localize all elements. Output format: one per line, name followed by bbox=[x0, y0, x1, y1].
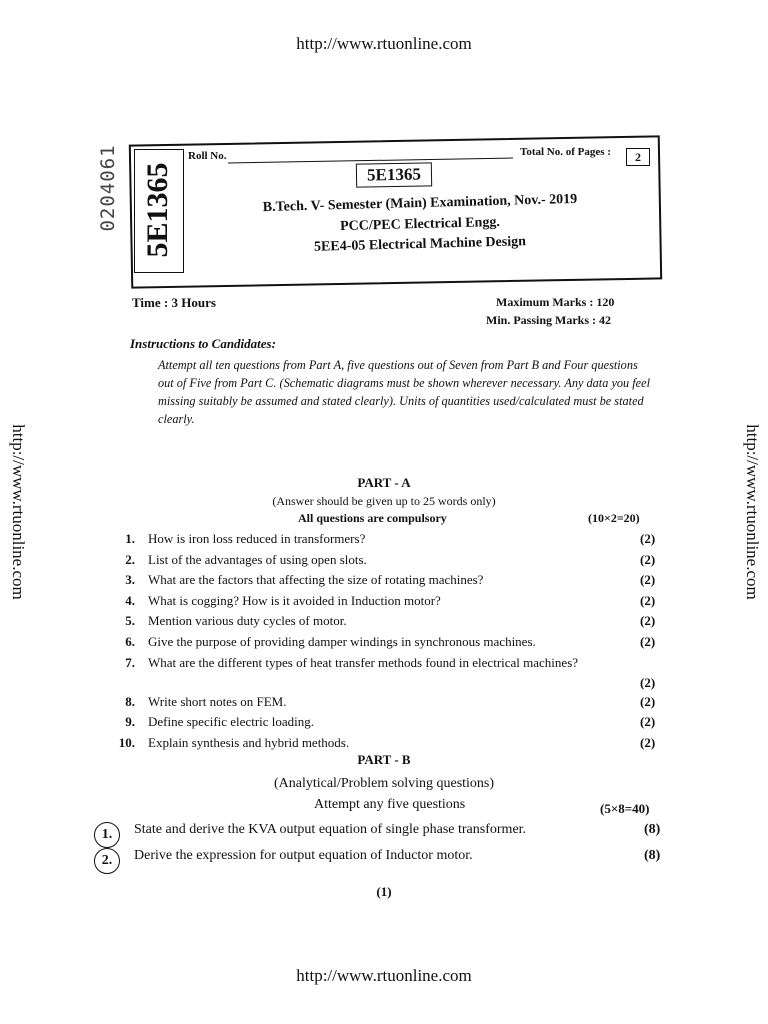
paper-code: 5E1365 bbox=[356, 162, 432, 187]
question-marks: (2) bbox=[640, 613, 656, 628]
question-text: Define specific electric loading. bbox=[148, 714, 315, 729]
question-a-4 bbox=[0, 593, 768, 613]
question-a-2 bbox=[0, 552, 768, 572]
watermark-url-right: http://www.rtuonline.com bbox=[743, 424, 762, 600]
page-number: (1) bbox=[376, 884, 392, 899]
question-marks: (8) bbox=[644, 822, 661, 837]
serial-number: 0204061 bbox=[97, 144, 119, 232]
question-number: 3. bbox=[125, 572, 135, 587]
total-pages-label: Total No. of Pages : bbox=[520, 146, 611, 158]
part-a-note: (Answer should be given up to 25 words only) bbox=[272, 494, 496, 508]
question-a-1 bbox=[0, 531, 768, 551]
part-b-title: PART - B bbox=[357, 752, 411, 767]
part-a-compulsory: All questions are compulsory bbox=[298, 511, 447, 525]
question-number: 4. bbox=[125, 593, 135, 608]
question-text: Derive the expression for output equation of Inductor motor. bbox=[134, 848, 473, 863]
question-number: 10. bbox=[118, 735, 135, 750]
question-marks: (8) bbox=[644, 848, 661, 863]
part-b-note: (Analytical/Problem solving questions) bbox=[273, 776, 495, 791]
watermark-url-top: http://www.rtuonline.com bbox=[296, 34, 472, 53]
question-marks: (2) bbox=[640, 572, 656, 587]
question-number: 5. bbox=[125, 613, 135, 628]
instructions-heading: Instructions to Candidates: bbox=[130, 336, 276, 351]
part-b-attempt: Attempt any five questions bbox=[314, 797, 466, 812]
question-a-5 bbox=[0, 613, 768, 633]
question-text: State and derive the KVA output equation of single phase transformer. bbox=[134, 822, 527, 837]
question-number: 7. bbox=[125, 655, 135, 670]
vertical-paper-code: 5E1365 bbox=[141, 162, 174, 258]
subject-line: 5EE4-05 Electrical Machine Design bbox=[313, 234, 527, 255]
time-allowed: Time : 3 Hours bbox=[132, 295, 216, 310]
question-a-7 bbox=[0, 655, 768, 675]
question-a-9 bbox=[0, 714, 768, 734]
question-text: What is cogging? How is it avoided in Induction motor? bbox=[148, 593, 441, 608]
question-number-circled: 1. bbox=[94, 822, 120, 848]
branch-line: PCC/PEC Electrical Engg. bbox=[339, 214, 501, 235]
question-text: Write short notes on FEM. bbox=[148, 694, 287, 709]
question-number: 1. bbox=[125, 531, 135, 546]
watermark-url-bottom: http://www.rtuonline.com bbox=[296, 966, 472, 985]
question-marks: (2) bbox=[640, 531, 656, 546]
question-marks: (2) bbox=[640, 714, 656, 729]
roll-no-label: Roll No. bbox=[188, 150, 227, 162]
part-b-marks: (5×8=40) bbox=[600, 801, 650, 816]
question-text: Give the purpose of providing damper windings in synchronous machines. bbox=[148, 634, 536, 649]
question-b-1 bbox=[0, 822, 768, 846]
question-marks: (2) bbox=[640, 694, 656, 709]
question-a-7-marks: (2) bbox=[640, 675, 656, 690]
part-a-title: PART - A bbox=[357, 475, 411, 490]
question-marks: (2) bbox=[640, 634, 656, 649]
question-marks: (2) bbox=[640, 735, 656, 750]
question-number: 2. bbox=[125, 552, 135, 567]
question-a-3 bbox=[0, 572, 768, 592]
question-text: Explain synthesis and hybrid methods. bbox=[148, 735, 350, 750]
question-marks: (2) bbox=[640, 552, 656, 567]
instructions-text: Attempt all ten questions from Part A, five questions out of Seven from Part B and Four questions out of Five from Part C. (Schematic diagrams must be shown wherever necessary. Any data you feel missing suitably be assumed and stated clearly). Units of quantities used/calculated must be stated clearly. bbox=[158, 358, 651, 426]
question-text: What are the factors that affecting the size of rotating machines? bbox=[148, 572, 484, 587]
min-passing-marks: Min. Passing Marks : 42 bbox=[486, 313, 612, 327]
total-pages-value: 2 bbox=[626, 148, 650, 166]
part-a-marks: (10×2=20) bbox=[588, 511, 640, 525]
question-text: What are the different types of heat transfer methods found in electrical machines? bbox=[148, 655, 579, 670]
question-a-6 bbox=[0, 634, 768, 654]
question-number-circled: 2. bbox=[94, 848, 120, 874]
question-text: How is iron loss reduced in transformers? bbox=[148, 531, 366, 546]
question-number: 8. bbox=[125, 694, 135, 709]
question-b-2 bbox=[0, 848, 768, 872]
maximum-marks: Maximum Marks : 120 bbox=[496, 295, 615, 309]
question-text: Mention various duty cycles of motor. bbox=[148, 613, 347, 628]
question-number: 9. bbox=[125, 714, 135, 729]
question-number: 6. bbox=[125, 634, 135, 649]
question-marks: (2) bbox=[640, 593, 656, 608]
question-a-8 bbox=[0, 694, 768, 714]
exam-line: B.Tech. V- Semester (Main) Examination, Nov.- 2019 bbox=[262, 191, 578, 216]
watermark-url-left: http://www.rtuonline.com bbox=[9, 424, 28, 600]
question-text: List of the advantages of using open slots. bbox=[148, 552, 367, 567]
